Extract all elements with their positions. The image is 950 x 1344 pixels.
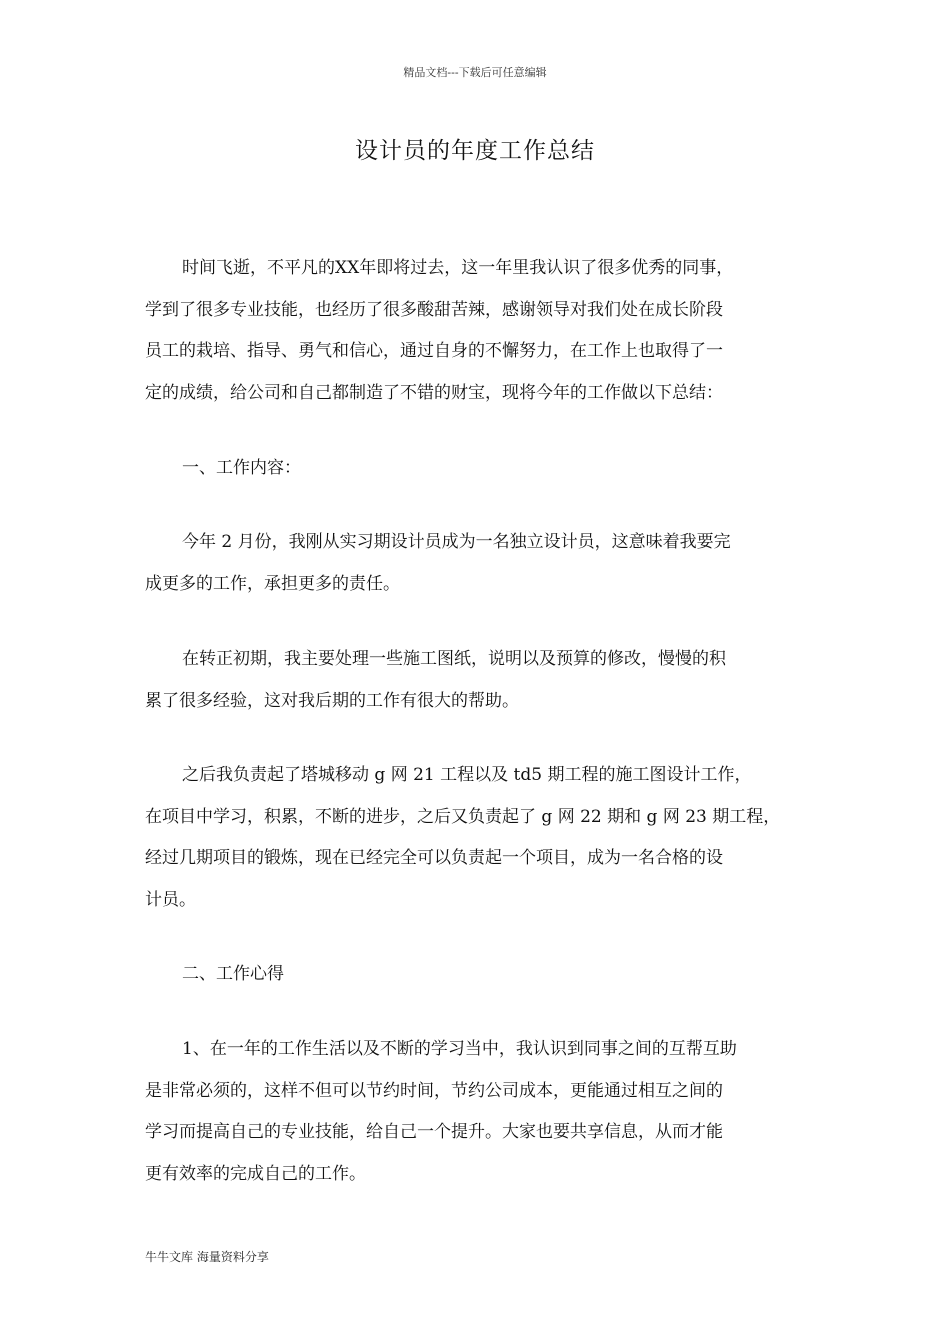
text-line: 更有效率的完成自己的工作。 [145, 1163, 366, 1184]
text-line: 学到了很多专业技能，也经历了很多酸甜苦辣，感谢领导对我们处在成长阶段 [145, 299, 723, 320]
section-heading-experience [145, 954, 825, 996]
paragraph-early-period [145, 639, 825, 722]
page-header: 精品文档---下载后可任意编辑 [403, 66, 547, 79]
text-line: 在转正初期，我主要处理一些施工图纸，说明以及预算的修改，慢慢的积 [182, 649, 726, 669]
text-line: 是非常必须的，这样不但可以节约时间，节约公司成本，更能通过相互之间的 [145, 1080, 723, 1101]
paragraph-teamwork [145, 1029, 825, 1195]
text-line: 学习而提高自己的专业技能，给自己一个提升。大家也要共享信息，从而才能 [145, 1122, 723, 1142]
section-heading-work-content [145, 448, 825, 490]
paragraph-february [145, 522, 825, 605]
text-line: 二、工作心得 [182, 964, 284, 984]
text-line: 在项目中学习，积累，不断的进步，之后又负责起了 g 网 22 期和 g 网 23 期工程， [145, 806, 781, 827]
text-line: 1、在一年的工作生活以及不断的学习当中，我认识到同事之间的互帮互助 [182, 1039, 737, 1059]
document-title: 设计员的年度工作总结 [355, 138, 595, 164]
text-line: 员工的栽培、指导、勇气和信心，通过自身的不懈努力，在工作上也取得了一 [145, 341, 723, 361]
paragraph-projects [145, 755, 825, 921]
text-line: 定的成绩，给公司和自己都制造了不错的财宝，现将今年的工作做以下总结： [145, 382, 723, 403]
text-line: 经过几期项目的锻炼，现在已经完全可以负责起一个项目，成为一名合格的设 [145, 848, 723, 868]
text-line: 计员。 [145, 889, 196, 910]
text-line: 时间飞逝，不平凡的XX年即将过去，这一年里我认识了很多优秀的同事， [182, 258, 734, 278]
text-line: 成更多的工作，承担更多的责任。 [145, 573, 400, 594]
text-line: 一、工作内容： [182, 458, 301, 478]
text-line: 今年 2 月份，我刚从实习期设计员成为一名独立设计员，这意味着我要完 [182, 532, 731, 552]
page-footer: 牛牛文库 海量资料分享 [145, 1250, 269, 1264]
text-line: 累了很多经验，这对我后期的工作有很大的帮助。 [145, 690, 519, 711]
paragraph-intro [145, 248, 825, 414]
text-line: 之后我负责起了塔城移动 g 网 21 工程以及 td5 期工程的施工图设计工作， [182, 765, 752, 785]
